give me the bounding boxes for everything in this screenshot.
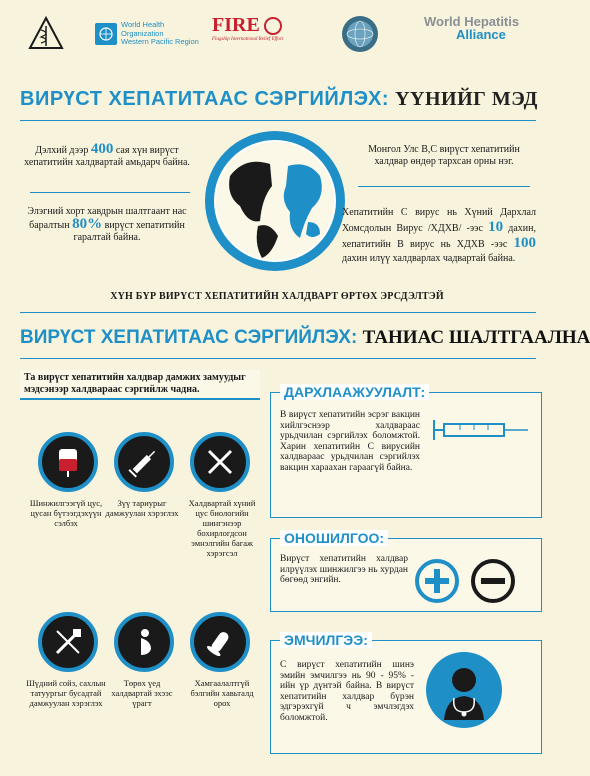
divider (358, 186, 530, 187)
stat2-post: вирүст хепатитийн гаралтай байна. (73, 220, 185, 243)
razor-toothbrush-icon (38, 612, 98, 672)
fire-emblem-icon (264, 17, 282, 35)
wha-line2: Alliance (456, 27, 506, 42)
icon-caption-blood: Шинжилгээгүй цус, цусан бүтээгдэхүүн сэлбэх (29, 498, 103, 528)
vaccination-title: ДАРХЛААЖУУЛАЛТ: (280, 384, 429, 400)
diagnosis-title: ОНОШИЛГОО: (280, 530, 388, 546)
icon-caption-sexual: Хамгаалалтгүй бэлгийн хавьталд орох (190, 678, 254, 708)
stat4-c: дахин илүү халдварлах чадвартай байна. (342, 253, 516, 264)
stat3-text: Монгол Улс В,С вирүст хепатитийн халдвар өндөр тархсан орны нэг. (368, 144, 520, 167)
icon-caption-tools: Халдвартай хүний цус биологийн шингэнээр бохирлогдсон эмнэлгийн багаж хэрэгсэл (188, 498, 256, 558)
risk-banner: ХҮН БҮР ВИРҮСТ ХЕПАТИТИЙН ХАЛДВАРТ ӨРТӨХ ЭРСДЭЛТЭЙ (110, 291, 444, 302)
divider (30, 192, 190, 193)
stat-mongolia (358, 144, 530, 168)
stat-80-percent (22, 206, 192, 244)
section2-title (20, 327, 590, 349)
treatment-text: С вирүст хепатитийн шинэ эмийн эмчилгээ нь 90 - 95% - ийн үр дүнтэй байна. В вирүст хепатитийн халдвар бүрэн эдгэрэхгүй ч эмчлэгдэх боломжтой. (280, 660, 414, 723)
stat-400-million (22, 143, 192, 169)
stat4-a: Хепатитийн С вирус нь Хүний Дархлал Хомсдолын Вирус /ХДХВ/ -ээс (342, 207, 536, 234)
condom-icon (190, 612, 250, 672)
section1-title (20, 88, 538, 111)
section2-title-b: ТАНИАС ШАЛТГААЛНА (362, 327, 590, 348)
doctor-icon (424, 650, 504, 735)
stat-transmissibility (342, 206, 536, 266)
transmission-intro: Та вирүст хепатитийн халдвар дамжих замуудыг мэдсэнээр халдвараас сэргийлж чадна. (20, 370, 260, 400)
stat2-number: 80% (72, 216, 103, 232)
world-hepatitis-alliance-logo (424, 14, 519, 54)
divider (20, 312, 536, 313)
divider (20, 120, 536, 121)
stat2-pre: Элэгний хорт хавдрын шалтгаант нас баралтын (27, 206, 187, 231)
diagnosis-text: Вирүст хепатитийн халдвар илрүүлэх шинжилгээ нь хурдан бөгөөд энгийн. (280, 554, 408, 585)
section1-title-a: ВИРҮСТ ХЕПАТИТААС СЭРГИЙЛЭХ: (20, 88, 390, 110)
icon-caption-needles: Зүү тариурыг дамжуулан хэрэглэх (105, 498, 179, 518)
divider (20, 358, 536, 359)
caduceus-logo (28, 14, 64, 54)
syringe-icon (114, 432, 174, 492)
fire-logo (212, 14, 283, 54)
icon-caption-razor: Шүдний сойз, сахлын татуургыг бусадтай дамжуулан хэрэглэх (26, 678, 106, 708)
who-line3: Western Pacific Region (121, 37, 199, 47)
fire-sub: Flagship International Relief Effort (212, 37, 284, 42)
stat4-number2: 100 (513, 235, 536, 251)
plus-icon (414, 558, 460, 609)
who-line2: Organization (121, 28, 164, 38)
stat1-post: сая хүн вирүст хепатитийн халдвартай амьдарч байна. (24, 145, 190, 168)
globe-graphic (200, 126, 350, 281)
treatment-title: ЭМЧИЛГЭЭ: (280, 632, 372, 648)
who-emblem-icon (95, 23, 117, 45)
minus-icon (470, 558, 516, 609)
stat4-b: дахин, хепатитийн В вирус нь ХДХВ -ээс (342, 223, 537, 250)
stat4-number1: 10 (488, 219, 504, 235)
icon-caption-birth: Төрөх үед халдвартай эхээс үрагт (111, 678, 173, 708)
section2-title-a: ВИРҮСТ ХЕПАТИТААС СЭРГИЙЛЭХ: (20, 327, 358, 348)
syringe-icon (426, 416, 530, 449)
logo-strip (0, 0, 554, 64)
medical-tools-icon (190, 432, 250, 492)
globe-icon (200, 126, 350, 276)
fire-text: FIRE (212, 14, 260, 36)
section1-title-b: ҮҮНИЙГ МЭД (395, 88, 538, 110)
globe-seal-logo (340, 14, 380, 54)
stat1-number: 400 (90, 141, 114, 157)
stat1-pre: Дэлхий дээр (35, 145, 89, 156)
vaccination-text: В вирүст хепатитийн эсрэг вакцин хийлгэснээр халдвараас урьдчилан сэргийлэх боломжтой. Харин хепатитийн С вирусийн халдвараас урьдчилан сэргийлэх вакцин хараахан гараагүй байна. (280, 410, 420, 473)
blood-bag-icon (38, 432, 98, 492)
wha-line1: World Hepatitis (424, 14, 520, 29)
who-logo (95, 14, 199, 54)
who-line1: World Health (121, 20, 165, 30)
pregnancy-icon (114, 612, 174, 672)
